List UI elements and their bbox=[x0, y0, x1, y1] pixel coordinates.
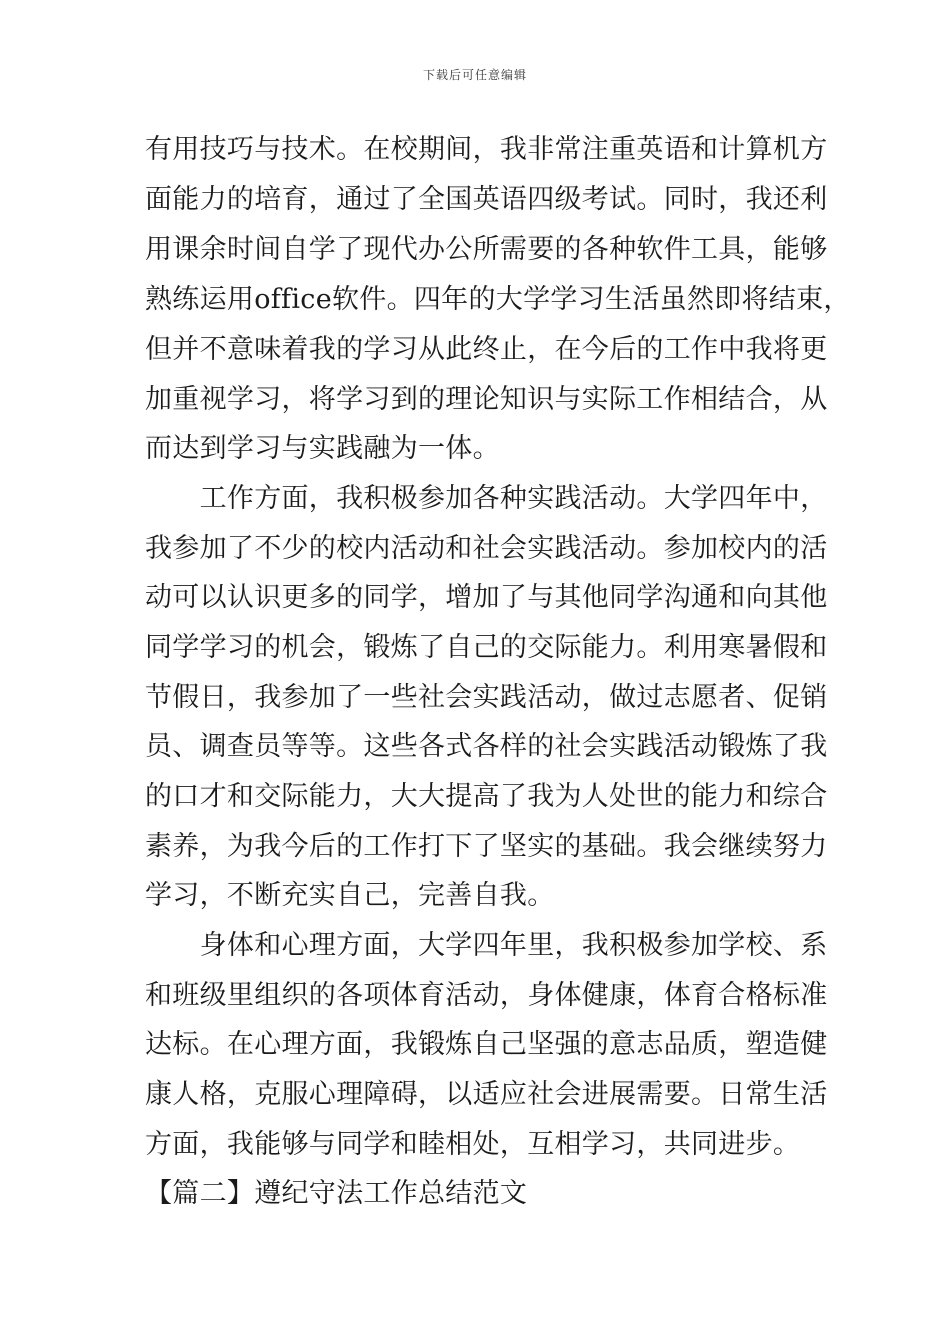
text-line: 学习，不断充实自己，完善自我。 bbox=[145, 880, 555, 911]
text-line: 达标。在心理方面，我锻炼自己坚强的意志品质，塑造健 bbox=[145, 1029, 828, 1060]
text-line: 康人格，克服心理障碍，以适应社会进展需要。日常生活 bbox=[145, 1079, 828, 1110]
text-line: 面能力的培育，通过了全国英语四级考试。同时，我还利 bbox=[145, 184, 828, 215]
text-line: 我参加了不少的校内活动和社会实践活动。参加校内的活 bbox=[145, 533, 828, 564]
text-line: 熟练运用office软件。四年的大学学习生活虽然即将结束， bbox=[145, 284, 851, 315]
text-line: 身体和心理方面，大学四年里，我积极参加学校、系 bbox=[145, 930, 828, 961]
text-line: 用课余时间自学了现代办公所需要的各种软件工具，能够 bbox=[145, 234, 828, 265]
text-line: 有用技巧与技术。在校期间，我非常注重英语和计算机方 bbox=[145, 134, 828, 165]
text-line: 但并不意味着我的学习从此终止，在今后的工作中我将更 bbox=[145, 334, 828, 365]
text-line: 同学学习的机会，锻炼了自己的交际能力。利用寒暑假和 bbox=[145, 632, 828, 663]
text-line: 方面，我能够与同学和睦相处，互相学习，共同进步。 bbox=[145, 1129, 801, 1160]
text-line: 加重视学习，将学习到的理论知识与实际工作相结合，从 bbox=[145, 384, 828, 415]
text-line: 动可以认识更多的同学，增加了与其他同学沟通和向其他 bbox=[145, 582, 828, 613]
text-line: 的口才和交际能力，大大提高了我为人处世的能力和综合 bbox=[145, 781, 828, 812]
section-heading: 【篇二】遵纪守法工作总结范文 bbox=[145, 1178, 528, 1209]
text-line: 工作方面，我积极参加各种实践活动。大学四年中， bbox=[145, 483, 828, 514]
text-line: 素养，为我今后的工作打下了坚实的基础。我会继续努力 bbox=[145, 831, 828, 862]
text-line: 员、调查员等等。这些各式各样的社会实践活动锻炼了我 bbox=[145, 731, 828, 762]
text-line: 而达到学习与实践融为一体。 bbox=[145, 433, 500, 464]
page-header: 下载后可任意编辑 bbox=[422, 68, 527, 82]
text-line: 节假日，我参加了一些社会实践活动，做过志愿者、促销 bbox=[145, 682, 828, 713]
text-line: 和班级里组织的各项体育活动，身体健康，体育合格标准 bbox=[145, 980, 828, 1011]
